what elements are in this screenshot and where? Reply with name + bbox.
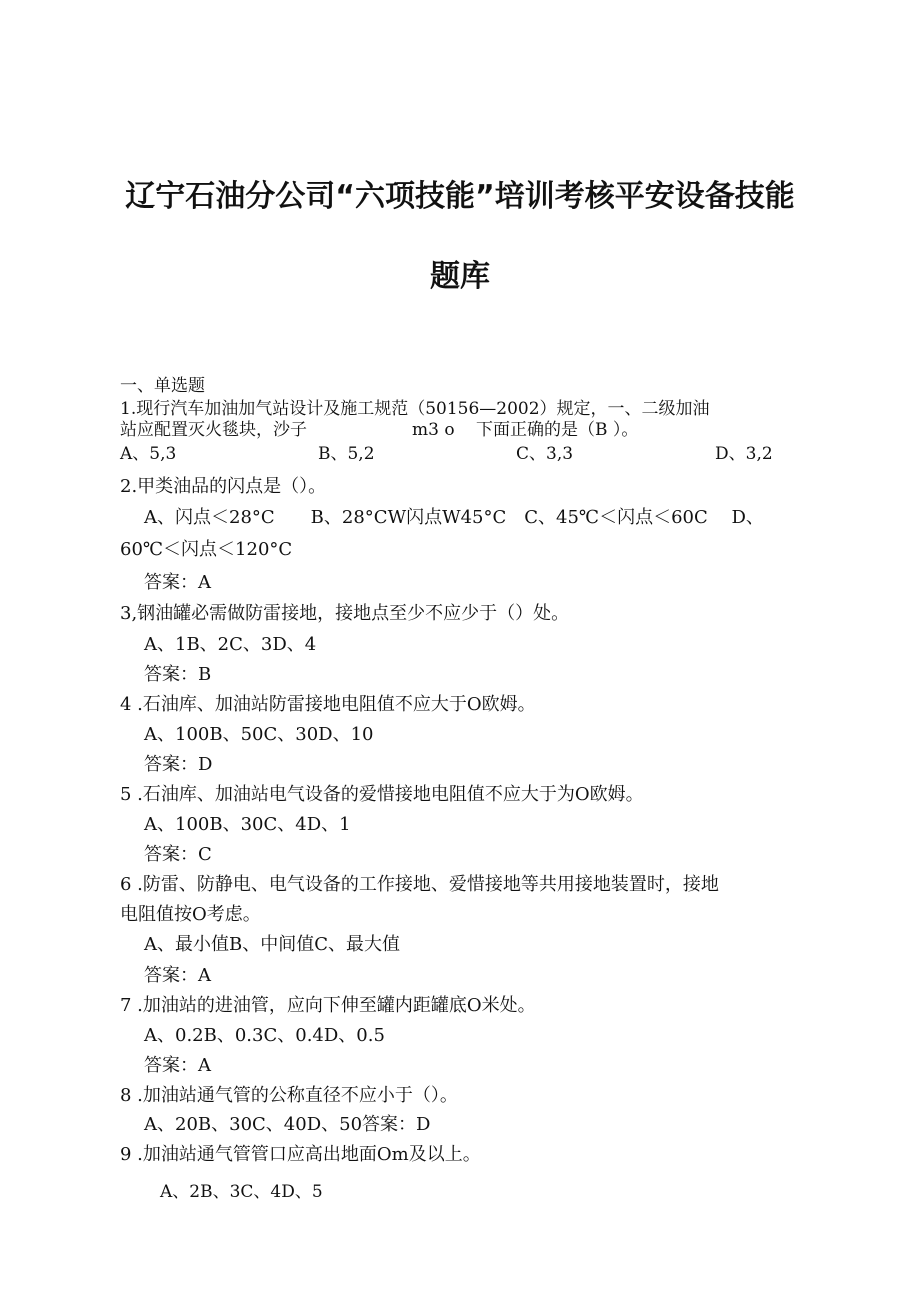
question-1-option-a: A、5,3 [120, 444, 177, 464]
question-7-text: 7 .加油站的进油管，应向下伸至罐内距罐底O米处。 [120, 995, 536, 1016]
question-6-answer: 答案：A [144, 965, 211, 986]
document-title: 辽宁石油分公司“六项技能”培训考核平安设备技能 [125, 179, 795, 214]
question-8-options-and-answer: A、20B、30C、40D、50答案：D [144, 1114, 431, 1135]
question-4-text: 4 .石油库、加油站防雷接地电阻值不应大于O欧姆。 [120, 694, 536, 715]
question-7-options: A、0.2B、0.3C、0.4D、0.5 [144, 1025, 385, 1046]
document-title-continued: 题库 [430, 259, 490, 294]
question-3-options: A、1B、2C、3D、4 [144, 634, 317, 655]
question-2-options-continued: 60℃＜闪点＜120°C [120, 539, 293, 560]
question-1-option-c: C、3,3 [516, 444, 574, 464]
question-5-answer: 答案：C [144, 844, 212, 865]
question-6-options: A、最小值B、中间值C、最大值 [144, 934, 400, 955]
question-6-text-continued: 电阻值按O考虑。 [120, 904, 261, 925]
question-2-text: 2.甲类油品的闪点是（）。 [120, 476, 327, 497]
question-3-text: 3,钢油罐必需做防雷接地，接地点至少不应少于（）处。 [120, 603, 570, 624]
question-1-option-d: D、3,2 [715, 444, 773, 464]
question-5-text: 5 .石油库、加油站电气设备的爱惜接地电阻值不应大于为O欧姆。 [120, 784, 644, 805]
question-9-text: 9 .加油站通气管管口应高出地面Om及以上。 [120, 1144, 481, 1165]
question-9-options: A、2B、3C、4D、5 [160, 1182, 323, 1202]
section-heading: 一、单选题 [120, 376, 205, 396]
question-8-text: 8 .加油站通气管的公称直径不应小于（）。 [120, 1085, 458, 1106]
question-4-options: A、100B、50C、30D、10 [144, 724, 374, 745]
question-1-text-continued-b: m3 o [412, 420, 455, 440]
question-5-options: A、100B、30C、4D、1 [144, 814, 351, 835]
question-3-answer: 答案：B [144, 664, 212, 685]
question-6-text: 6 .防雷、防静电、电气设备的工作接地、爱惜接地等共用接地装置时，接地 [120, 874, 719, 895]
question-1-option-b: B、5,2 [318, 444, 375, 464]
question-2-options: A、闪点＜28°C B、28°CW闪点W45°C C、45℃＜闪点＜60C D、 [144, 507, 764, 528]
question-1-text: 1.现行汽车加油加气站设计及施工规范（50156—2002）规定，一、二级加油 [120, 399, 710, 419]
question-7-answer: 答案：A [144, 1055, 211, 1076]
question-2-answer: 答案：A [144, 572, 211, 593]
question-1-text-continued-a: 站应配置灭火毯块，沙子 [120, 420, 307, 440]
question-1-text-continued-c: 下面正确的是（B ）。 [476, 420, 639, 440]
question-4-answer: 答案：D [144, 754, 213, 775]
